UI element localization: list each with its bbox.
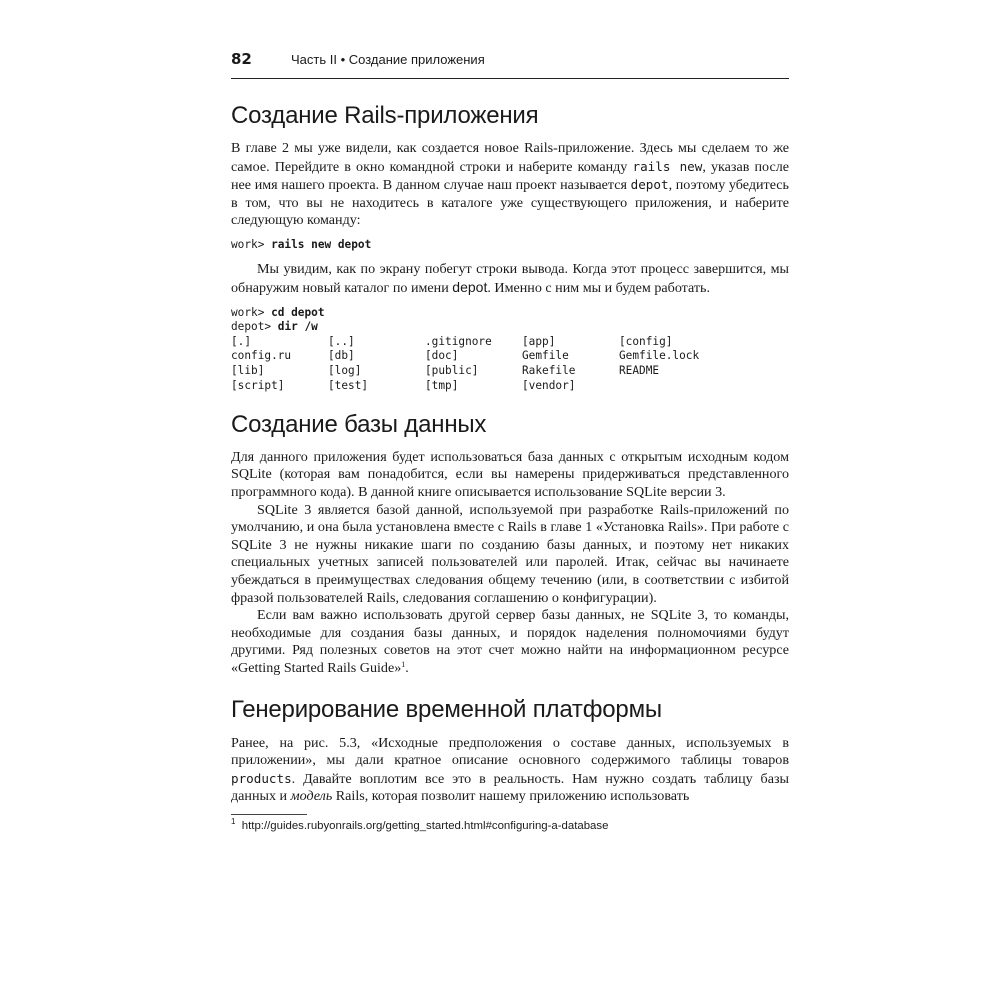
shell-prompt: depot> <box>231 320 278 334</box>
directory-row <box>231 364 716 379</box>
page-number: 82 <box>231 50 252 68</box>
footnote-link[interactable]: http://guides.rubyonrails.org/getting_started.html#configuring-a-database <box>241 819 609 832</box>
section-heading-scaffold: Генерирование временной платформы <box>231 695 662 723</box>
directory-entry: [public] <box>425 364 479 378</box>
footnote-divider <box>231 814 307 815</box>
footnote <box>231 816 789 832</box>
inline-code: products <box>231 770 292 786</box>
shell-prompt: work> <box>231 237 272 251</box>
directory-entry: Gemfile.lock <box>619 349 700 363</box>
paragraph-sqlite-intro: Для данного приложения будет использоваться база данных с открытым исходным кодом SQLite (которая вам понадобится, если вы намерены придерживаться представленного программного кода). В данной книге описывается использование SQLite версии 3. <box>231 448 789 501</box>
directory-entry <box>619 379 716 394</box>
paragraph-output: Мы увидим, как по экрану побегут строки вывода. Когда этот процесс завершится, мы обнаружим новый каталог по имени depot. Именно с ним мы и будем работать. <box>231 261 789 297</box>
inline-code: depot <box>452 279 488 296</box>
paragraph-other-db: Если вам важно использовать другой сервер базы данных, не SQLite 3, то команды, необходимые для создания базы данных, и порядок наделения полномочиями будут другими. Ряд полезных советов на этот счет можно найти на информационном ресурсе «Getting Started Rails Guide»$^1$. <box>231 607 789 676</box>
running-title: Часть II • Создание приложения <box>291 52 485 67</box>
directory-entry: [tmp] <box>425 379 459 393</box>
directory-entry: Rakefile <box>522 364 576 378</box>
directory-entry: [db] <box>328 349 355 363</box>
running-head <box>231 50 789 79</box>
directory-row <box>231 349 716 364</box>
section-heading-rails-app: Создание Rails-приложения <box>231 102 539 129</box>
directory-entry: [log] <box>328 364 362 378</box>
directory-entry: README <box>619 364 660 378</box>
inline-code: rails new <box>632 158 703 174</box>
directory-row <box>231 335 716 350</box>
shell-prompt: work> <box>231 305 272 319</box>
directory-entry: [lib] <box>231 364 265 378</box>
paragraph-rails-new: В главе 2 мы уже видели, как создается новое Rails-приложение. Здесь мы сделаем то же самое. Перейдите в окно командной строки и наберите команду rails new, указав после нее имя нашего проекта. В данном случае наш проект называется depot, поэтому убедитесь в том, что вы не находитесь в каталоге уже существующего приложения, и наберите следующую команду: <box>231 140 789 229</box>
shell-command: dir /w <box>277 320 318 334</box>
directory-entry: [doc] <box>425 349 459 363</box>
footnote-ref: 1 <box>401 659 406 669</box>
emphasis: модель <box>290 788 333 805</box>
inline-code: depot <box>630 177 669 193</box>
directory-row <box>231 379 716 394</box>
paragraph-sqlite-default: SQLite 3 является базой данной, используемой при разработке Rails-приложений по умолчанию, и она была установлена вместе с Rails в главе 1 «Установка Rails». При работе с SQLite 3 не нужны никакие шаги по созданию базы данных, и поэтому нет никаких специальных учетных записей пользователей или паролей. Итак, сейчас вы начинаете убеждаться в преимуществах следования общему течению (или, в соответствии с избитой фразой пользователей Rails, следования соглашению о конфигурации). <box>231 501 789 606</box>
directory-entry: [.] <box>231 334 252 348</box>
shell-command: rails new depot <box>271 237 372 251</box>
directory-entry: [test] <box>328 379 369 393</box>
directory-entry: [vendor] <box>522 379 576 393</box>
code-block-dir <box>231 306 789 335</box>
directory-entry: [..] <box>328 334 355 348</box>
directory-listing <box>231 335 716 394</box>
section-heading-database: Создание базы данных <box>231 410 487 438</box>
footnote-marker: 1 <box>231 816 236 826</box>
directory-entry: config.ru <box>231 349 292 363</box>
code-block-rails-new <box>231 238 789 253</box>
directory-entry: Gemfile <box>522 349 569 363</box>
paragraph-scaffold: Ранее, на рис. 5.3, «Исходные предположения о составе данных, используемых в приложении», мы дали кратное описание основного содержимого таблицы товаров products. Давайте воплотим все это в реальность. Нам нужно создать таблицу базы данных и модель Rails, которая позволит нашему приложению использовать <box>231 734 789 805</box>
directory-entry: [script] <box>231 379 285 393</box>
directory-entry: [app] <box>522 334 556 348</box>
book-page <box>231 50 789 832</box>
directory-entry: [config] <box>619 334 673 348</box>
shell-command: cd depot <box>271 305 325 319</box>
directory-entry: .gitignore <box>425 334 492 348</box>
